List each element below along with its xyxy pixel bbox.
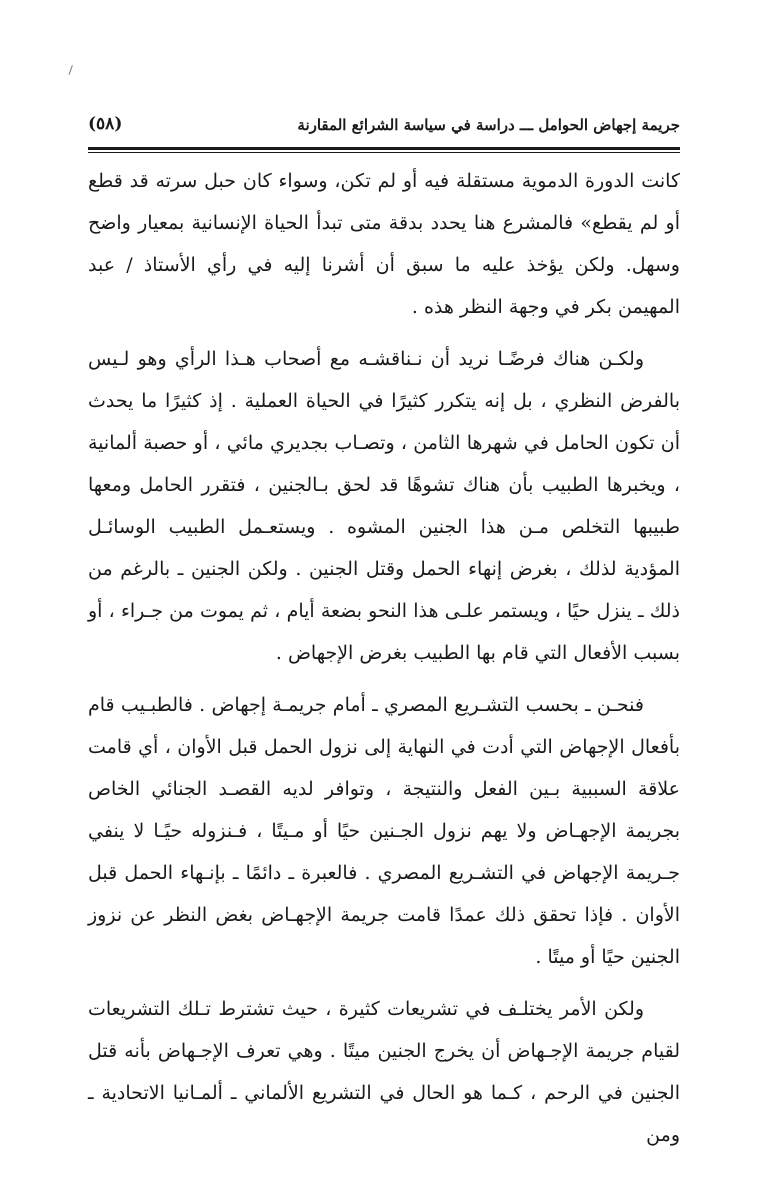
running-header-title: جريمة إجهاض الحوامل ـــ دراسة في سياسة الشرائع المقارنة <box>297 116 680 134</box>
paragraph-4: ولكن الأمر يختلـف في تشريعات كثيرة ، حيث تشترط تـلك التشريعات لقيام جريمة الإجـهاض أن يخرج الجنين ميتًا . وهي تعرف الإجـهاض بأنه قتل الجنين في الرحم ، كـما هو الحال في التشريع الألماني ـ ألمـانيا الاتحادية ـ ومن <box>88 998 680 1146</box>
header-rule-thin <box>88 152 680 153</box>
running-header <box>88 110 680 144</box>
page-number: (٥٨) <box>88 114 123 134</box>
paragraph-2: ولكـن هناك فرضًـا نريد أن نـناقشـه مع أصحاب هـذا الرأي وهو لـيس بالفرض النظري ، بل إنه يتكرر كثيرًا في الحياة العملية . إذ كثيرًا ما يحدث أن تكون الحامل في شهرها الثامن ، وتصـاب بجديري مائي ، أو حصبة ألمانية ، ويخبرها الطبيب بأن هناك تشوهًا قد لحق بـالجنين ، فتقرر الحامل ومعها طبيبها التخلص مـن هذا الجنين المشوه . ويستعـمل الطبيب الوسائـل المؤدية لذلك ، بغرض إنهاء الحمل وقتل الجنين . ولكن الجنين ـ بالرغم من ذلك ـ ينزل حيًا ، ويستمر علـى هذا النحو بضعة أيام ، ثم يموت من جـراء ، أو بسبب الأفعال التي قام بها الطبيب بغرض الإجهاض . <box>88 348 680 664</box>
paragraph-1: كانت الدورة الدموية مستقلة فيه أو لم تكن، وسواء كان حبل سرته قد قطع أو لم يقطع» فالمشرع هنا يحدد بدقة متى تبدأ الحياة الإنسانية بمعيار واضح وسهل. ولكن يؤخذ عليه ما سبق أن أشرنا إليه في رأي الأستاذ / عبد المهيمن بكر في وجهة النظر هذه . <box>88 170 680 318</box>
paragraph-3: فنحـن ـ بحسب التشـريع المصري ـ أمام جريمـة إجهاض . فالطبـيب قام بأفعال الإجهاض التي أدت في النهاية إلى نزول الحمل قبل الأوان ، أي قامت علاقة السببية بـين الفعل والنتيجة ، وتوافر لديه القصـد الجنائي الخاص بجريمة الإجهـاض ولا يهم نزول الجـنين حيًا أو مـيتًا ، فـنزوله حيًـا لا ينفي جـريمة الإجهاض في التشـريع المصري . فالعبرة ـ دائمًا ـ بإنـهاء الحمل قبل الأوان . فإذا تحقق ذلك عمدًا قامت جريمة الإجهـاض بغض النظر عن نزوز الجنين حيًا أو ميتًا . <box>88 694 680 968</box>
stray-pen-mark <box>69 65 79 77</box>
page-body <box>88 160 680 1156</box>
header-rule-thick <box>88 147 680 150</box>
